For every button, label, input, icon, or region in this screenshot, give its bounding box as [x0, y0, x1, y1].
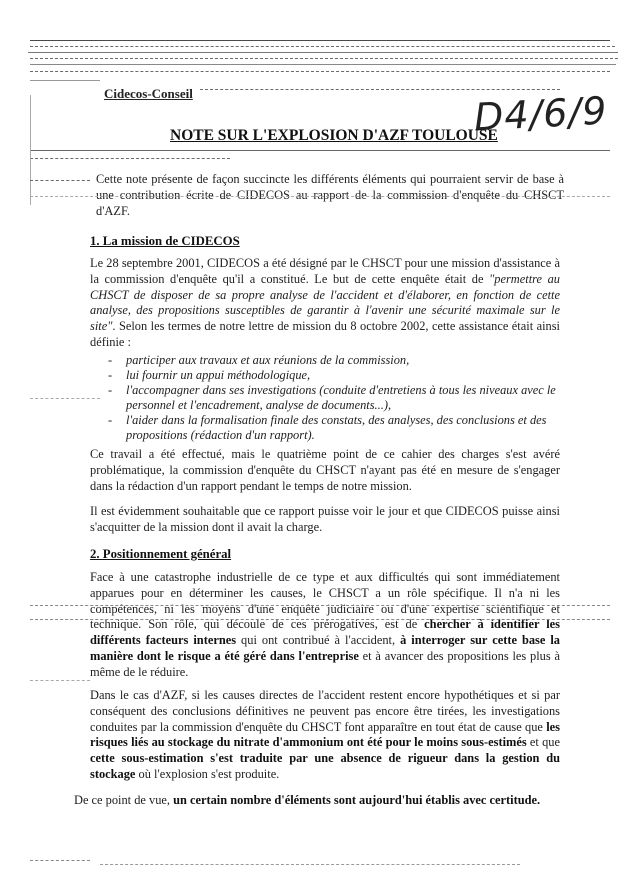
- section-heading: 2. Positionnement général: [90, 547, 232, 561]
- azf-paragraph: Dans le cas d'AZF, si les causes directes de l'accident restent encore hypothétiques et si par conséquent des conclusions définitives ne peuvent pas encore être tirées, les investigations conduites par la commission d'enquête du CHSCT font apparaître en tout état de cause que les risques liés au stockage du nitrate d'ammonium ont été pour le moins sous-estimés et que cette sous-estimation s'est traduite par une absence de rigueur dans la gestion du stockage où l'explosion s'est produite.: [90, 688, 561, 781]
- document-title: NOTE SUR L'EXPLOSION D'AZF TOULOUSE: [170, 127, 498, 144]
- scan-line: [30, 71, 610, 72]
- scan-line: [30, 860, 90, 861]
- scan-line: [30, 64, 616, 65]
- list-item: participer aux travaux et aux réunions de la commission,: [126, 353, 410, 367]
- scan-line: [30, 150, 610, 151]
- scan-line: [30, 680, 90, 681]
- mission-quote: "permettre au CHSCT de disposer de sa propre analyse de l'accident et d'élaborer, en fonction de cette analyse, des propositions susceptibles de garantir à l'avenir une sécurité maximale sur le site": [90, 271, 560, 334]
- scan-line: [30, 180, 90, 181]
- scan-line: [200, 89, 560, 90]
- handwritten-reference: D4/6/9: [472, 88, 609, 140]
- positioning-paragraph: Face à une catastrophe industrielle de ce type et aux difficultés qui sont immédiatement apparues pour en déterminer les causes, le CHSCT a un rôle spécifique. Il n'a ni les compétences, ni les moyens d'une enquête judiciaire ou d'une expertise scientifique et technique. Son rôle, qui découle de ces prérogatives, est de chercher à identifier les différents facteurs internes qui ont contribué à l'accident, à interroger sur cette base la manière dont le risque a été géré dans l'entreprise et à avancer des propositions les plus à même de le réduire.: [90, 570, 561, 679]
- list-item: lui fournir un appui méthodologique,: [126, 368, 311, 382]
- scan-line: [100, 864, 520, 865]
- mission-paragraph: [90, 256, 560, 351]
- scan-line: [28, 52, 618, 53]
- scan-line: [30, 40, 610, 41]
- scan-line: [30, 605, 610, 606]
- scan-line: [30, 619, 610, 620]
- scan-line: [30, 398, 100, 399]
- conclusion-paragraph: De ce point de vue, un certain nombre d'éléments sont aujourd'hui établis avec certitude.: [74, 793, 541, 807]
- hope-paragraph: Il est évidemment souhaitable que ce rapport puisse voir le jour et que CIDECOS puisse ainsi s'acquitter de la mission dont il avait la charge.: [90, 504, 560, 534]
- margin-mark: [30, 95, 31, 205]
- scan-line: [30, 158, 230, 159]
- mission-text-end: . Selon les termes de notre lettre de mission du 8 octobre 2002, cette assistance était ainsi définie :: [90, 319, 560, 349]
- scan-line: [30, 80, 100, 81]
- scan-line: [30, 196, 610, 197]
- scan-line: [30, 46, 615, 47]
- list-item: l'aider dans la formalisation finale des constats, des analyses, des conclusions et des propositions (rédaction d'un rapport).: [126, 413, 547, 442]
- mission-text: Le 28 septembre 2001, CIDECOS a été désigné par le CHSCT pour une mission d'assistance à la commission d'enquête qu'il a constitué. Le but de cette enquête était de: [90, 256, 560, 286]
- work-paragraph: Ce travail a été effectué, mais le quatrième point de ce cahier des charges s'est avéré problématique, la commission d'enquête du CHSCT n'ayant pas été en mesure de s'engager dans la rédaction d'un rapport pendant le temps de notre mission.: [90, 447, 560, 493]
- section-heading: 1. La mission de CIDECOS: [90, 234, 240, 248]
- intro-paragraph: Cette note présente de façon succincte les différents éléments qui pourraient servir de base à une contribution écrite de CIDECOS au rapport de la commission d'enquête du CHSCT d'AZF.: [96, 172, 564, 218]
- scan-line: [30, 58, 618, 59]
- list-item: l'accompagner dans ses investigations (conduite d'entretiens à tous les niveaux avec le personnel et l'encadrement, analyse de documents...),: [126, 383, 556, 412]
- org-header: Cidecos-Conseil: [104, 86, 193, 101]
